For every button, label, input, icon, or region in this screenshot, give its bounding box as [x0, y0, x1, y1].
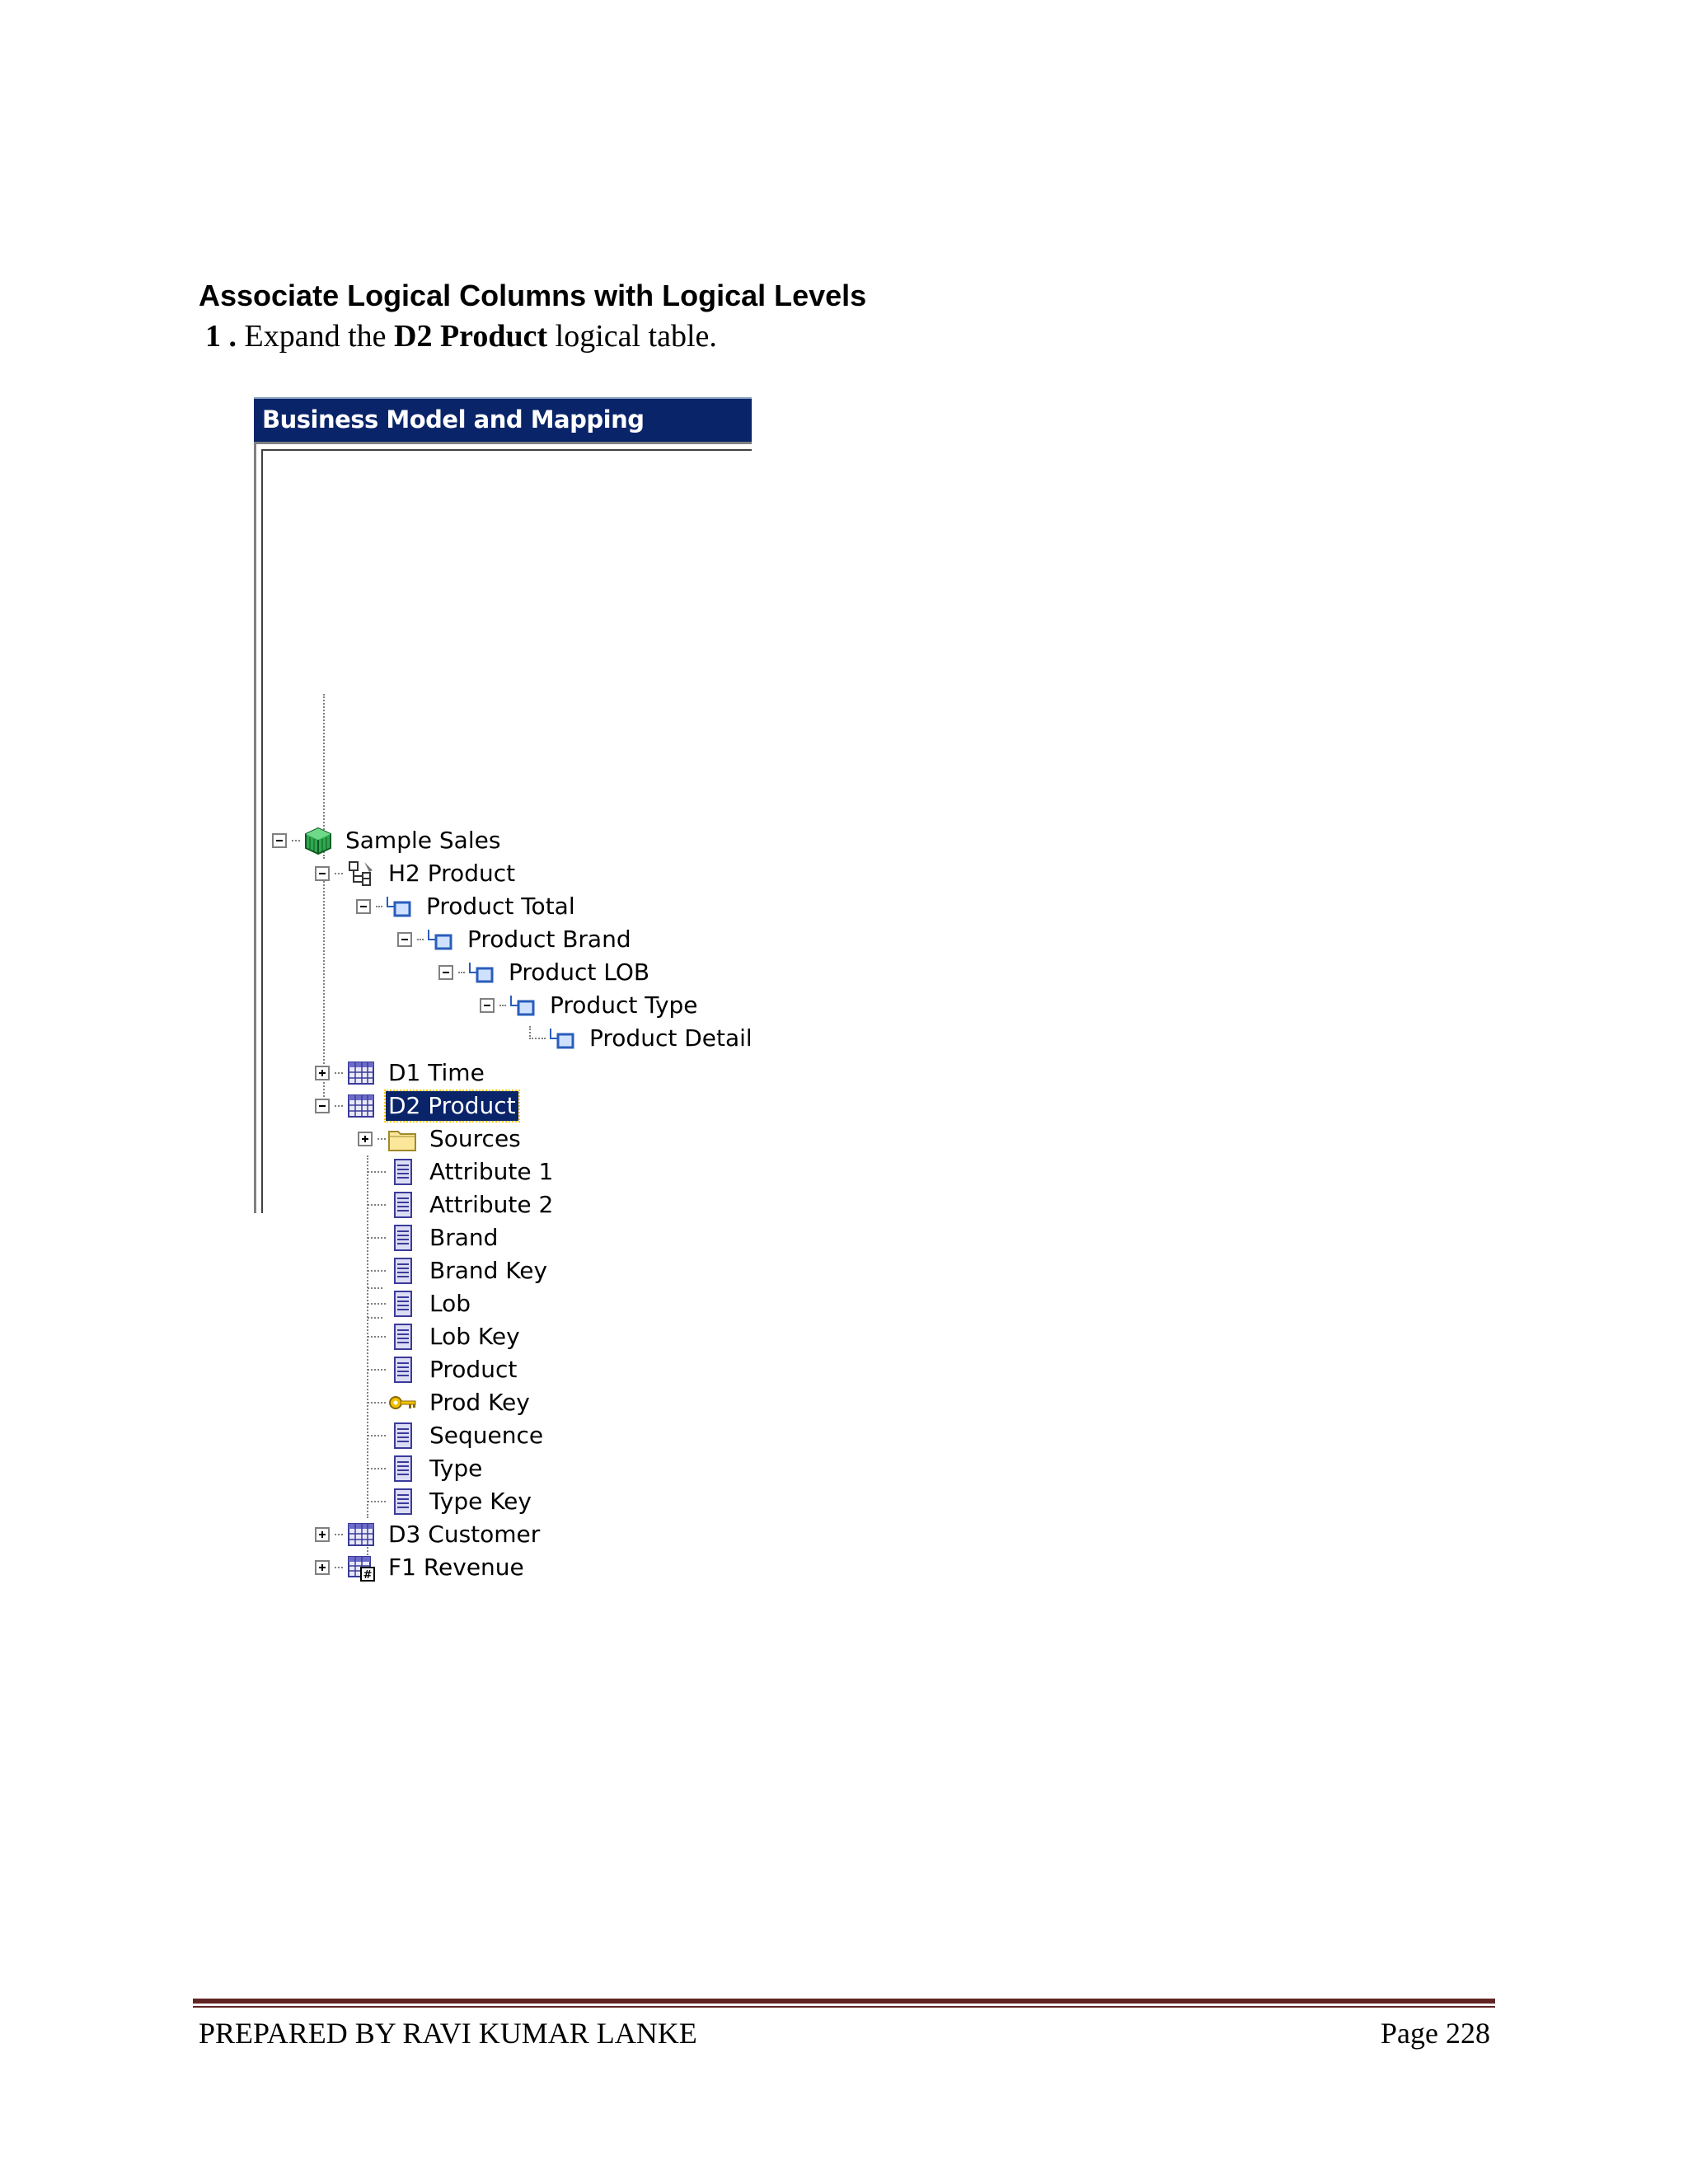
step-text-before: Expand the — [244, 319, 387, 354]
tree-node-label: Product Total — [426, 893, 575, 920]
tree-node-product-lob[interactable] — [438, 956, 652, 989]
logical-column-icon — [387, 1190, 417, 1220]
folder-icon — [387, 1124, 417, 1154]
tree-node-product-detail[interactable] — [529, 1022, 755, 1055]
tree-node-product-type[interactable] — [480, 989, 701, 1022]
panel-title: Business Model and Mapping — [262, 405, 645, 434]
tree-node-label: Product LOB — [509, 958, 650, 986]
tree-node-label: H2 Product — [388, 860, 516, 887]
svg-text:#: # — [363, 1569, 373, 1582]
business-model-cube-icon — [303, 826, 333, 855]
logical-column-icon — [387, 1421, 417, 1451]
logical-level-icon — [425, 925, 455, 954]
collapse-icon[interactable] — [438, 965, 453, 980]
tree-node-column[interactable] — [368, 1452, 485, 1485]
page-heading: Associate Logical Columns with Logical Levels — [199, 279, 867, 312]
collapse-icon[interactable] — [397, 932, 412, 947]
tree-node-label: Brand Key — [429, 1257, 548, 1284]
logical-column-icon — [387, 1487, 417, 1516]
logical-column-icon — [387, 1289, 417, 1319]
tree-node-label: D1 Time — [388, 1059, 485, 1086]
tree-node-label: F1 Revenue — [388, 1554, 524, 1581]
tree-node-label: Brand — [429, 1224, 499, 1251]
logical-column-icon — [387, 1256, 417, 1286]
tree-node-label: Product Detail — [589, 1024, 753, 1052]
tree-node-label: Type — [429, 1455, 483, 1482]
key-icon — [387, 1388, 417, 1418]
tree-node-label: Attribute 1 — [429, 1158, 554, 1185]
fact-table-icon — [346, 1553, 376, 1582]
tree-node-label: Sources — [429, 1125, 521, 1152]
footer-rule-thick — [193, 1999, 1495, 2004]
expand-icon[interactable] — [358, 1132, 373, 1146]
logical-table-icon — [346, 1058, 376, 1088]
tree-node-product-total[interactable] — [356, 890, 578, 923]
logical-column-icon — [387, 1157, 417, 1187]
tree-node-d3-customer[interactable] — [315, 1518, 542, 1551]
tree-node-product-brand[interactable] — [397, 923, 634, 956]
tree-node-label: Sample Sales — [345, 827, 501, 854]
tree-node-d2-product[interactable] — [315, 1090, 518, 1122]
footer-page-number: Page 228 — [1381, 2017, 1490, 2050]
tree-node-column[interactable] — [368, 1419, 546, 1452]
tree-node-column[interactable] — [368, 1188, 556, 1221]
tree-node-column[interactable] — [368, 1155, 556, 1188]
collapse-icon[interactable] — [272, 833, 287, 848]
tree-node-column[interactable] — [368, 1320, 523, 1353]
logical-level-icon — [384, 892, 414, 921]
tree-node-label: Product Brand — [467, 926, 631, 953]
collapse-icon[interactable] — [315, 866, 330, 881]
logical-column-icon — [387, 1223, 417, 1253]
tree-node-label: Lob Key — [429, 1323, 520, 1350]
logical-column-icon — [387, 1454, 417, 1483]
collapse-icon[interactable] — [480, 998, 495, 1013]
logical-table-icon — [346, 1520, 376, 1549]
logical-column-icon — [387, 1355, 417, 1385]
hierarchy-icon — [346, 859, 376, 888]
tree-node-column[interactable] — [368, 1485, 534, 1518]
tree-node-label: D3 Customer — [388, 1521, 541, 1548]
collapse-icon[interactable] — [356, 899, 371, 914]
tree-node-label: D2 Product — [386, 1091, 518, 1121]
business-model-panel — [254, 397, 753, 1582]
tree-node-label: Product — [429, 1356, 518, 1383]
step-bold-term: D2 Product — [394, 319, 548, 354]
logical-level-icon — [467, 958, 496, 987]
footer-rule-thin — [193, 2006, 1495, 2008]
tree-node-column[interactable] — [368, 1221, 500, 1254]
tree-node-label: Lob — [429, 1290, 471, 1317]
step-text-after: logical table. — [555, 319, 717, 354]
tree-node-d1-time[interactable] — [315, 1057, 487, 1090]
tree-node-h2-product[interactable] — [315, 857, 518, 890]
collapse-icon[interactable] — [315, 1099, 330, 1113]
expand-icon[interactable] — [315, 1066, 330, 1080]
footer-author: PREPARED BY RAVI KUMAR LANKE — [199, 2017, 697, 2050]
tree-node-label: Attribute 2 — [429, 1191, 554, 1218]
tree-node-column[interactable] — [368, 1386, 532, 1419]
step-number: 1 . — [205, 319, 237, 354]
expand-icon[interactable] — [315, 1560, 330, 1575]
expand-icon[interactable] — [315, 1527, 330, 1542]
tree-node-label: Prod Key — [429, 1389, 530, 1416]
tree-node-label: Sequence — [429, 1422, 544, 1449]
tree-node-sample-sales[interactable] — [272, 824, 503, 857]
tree-node-column[interactable] — [368, 1254, 550, 1287]
step-instruction — [205, 317, 717, 355]
business-model-tree — [254, 397, 753, 1582]
tree-node-label: Product Type — [550, 991, 698, 1019]
logical-table-icon — [346, 1091, 376, 1121]
logical-level-icon — [508, 991, 537, 1020]
tree-node-column[interactable] — [368, 1287, 473, 1320]
tree-node-f1-revenue[interactable] — [315, 1551, 527, 1584]
tree-node-sources[interactable] — [358, 1122, 523, 1155]
logical-column-icon — [387, 1322, 417, 1352]
tree-node-label: Type Key — [429, 1488, 532, 1515]
tree-node-column[interactable] — [368, 1353, 519, 1386]
logical-level-icon — [547, 1024, 577, 1053]
